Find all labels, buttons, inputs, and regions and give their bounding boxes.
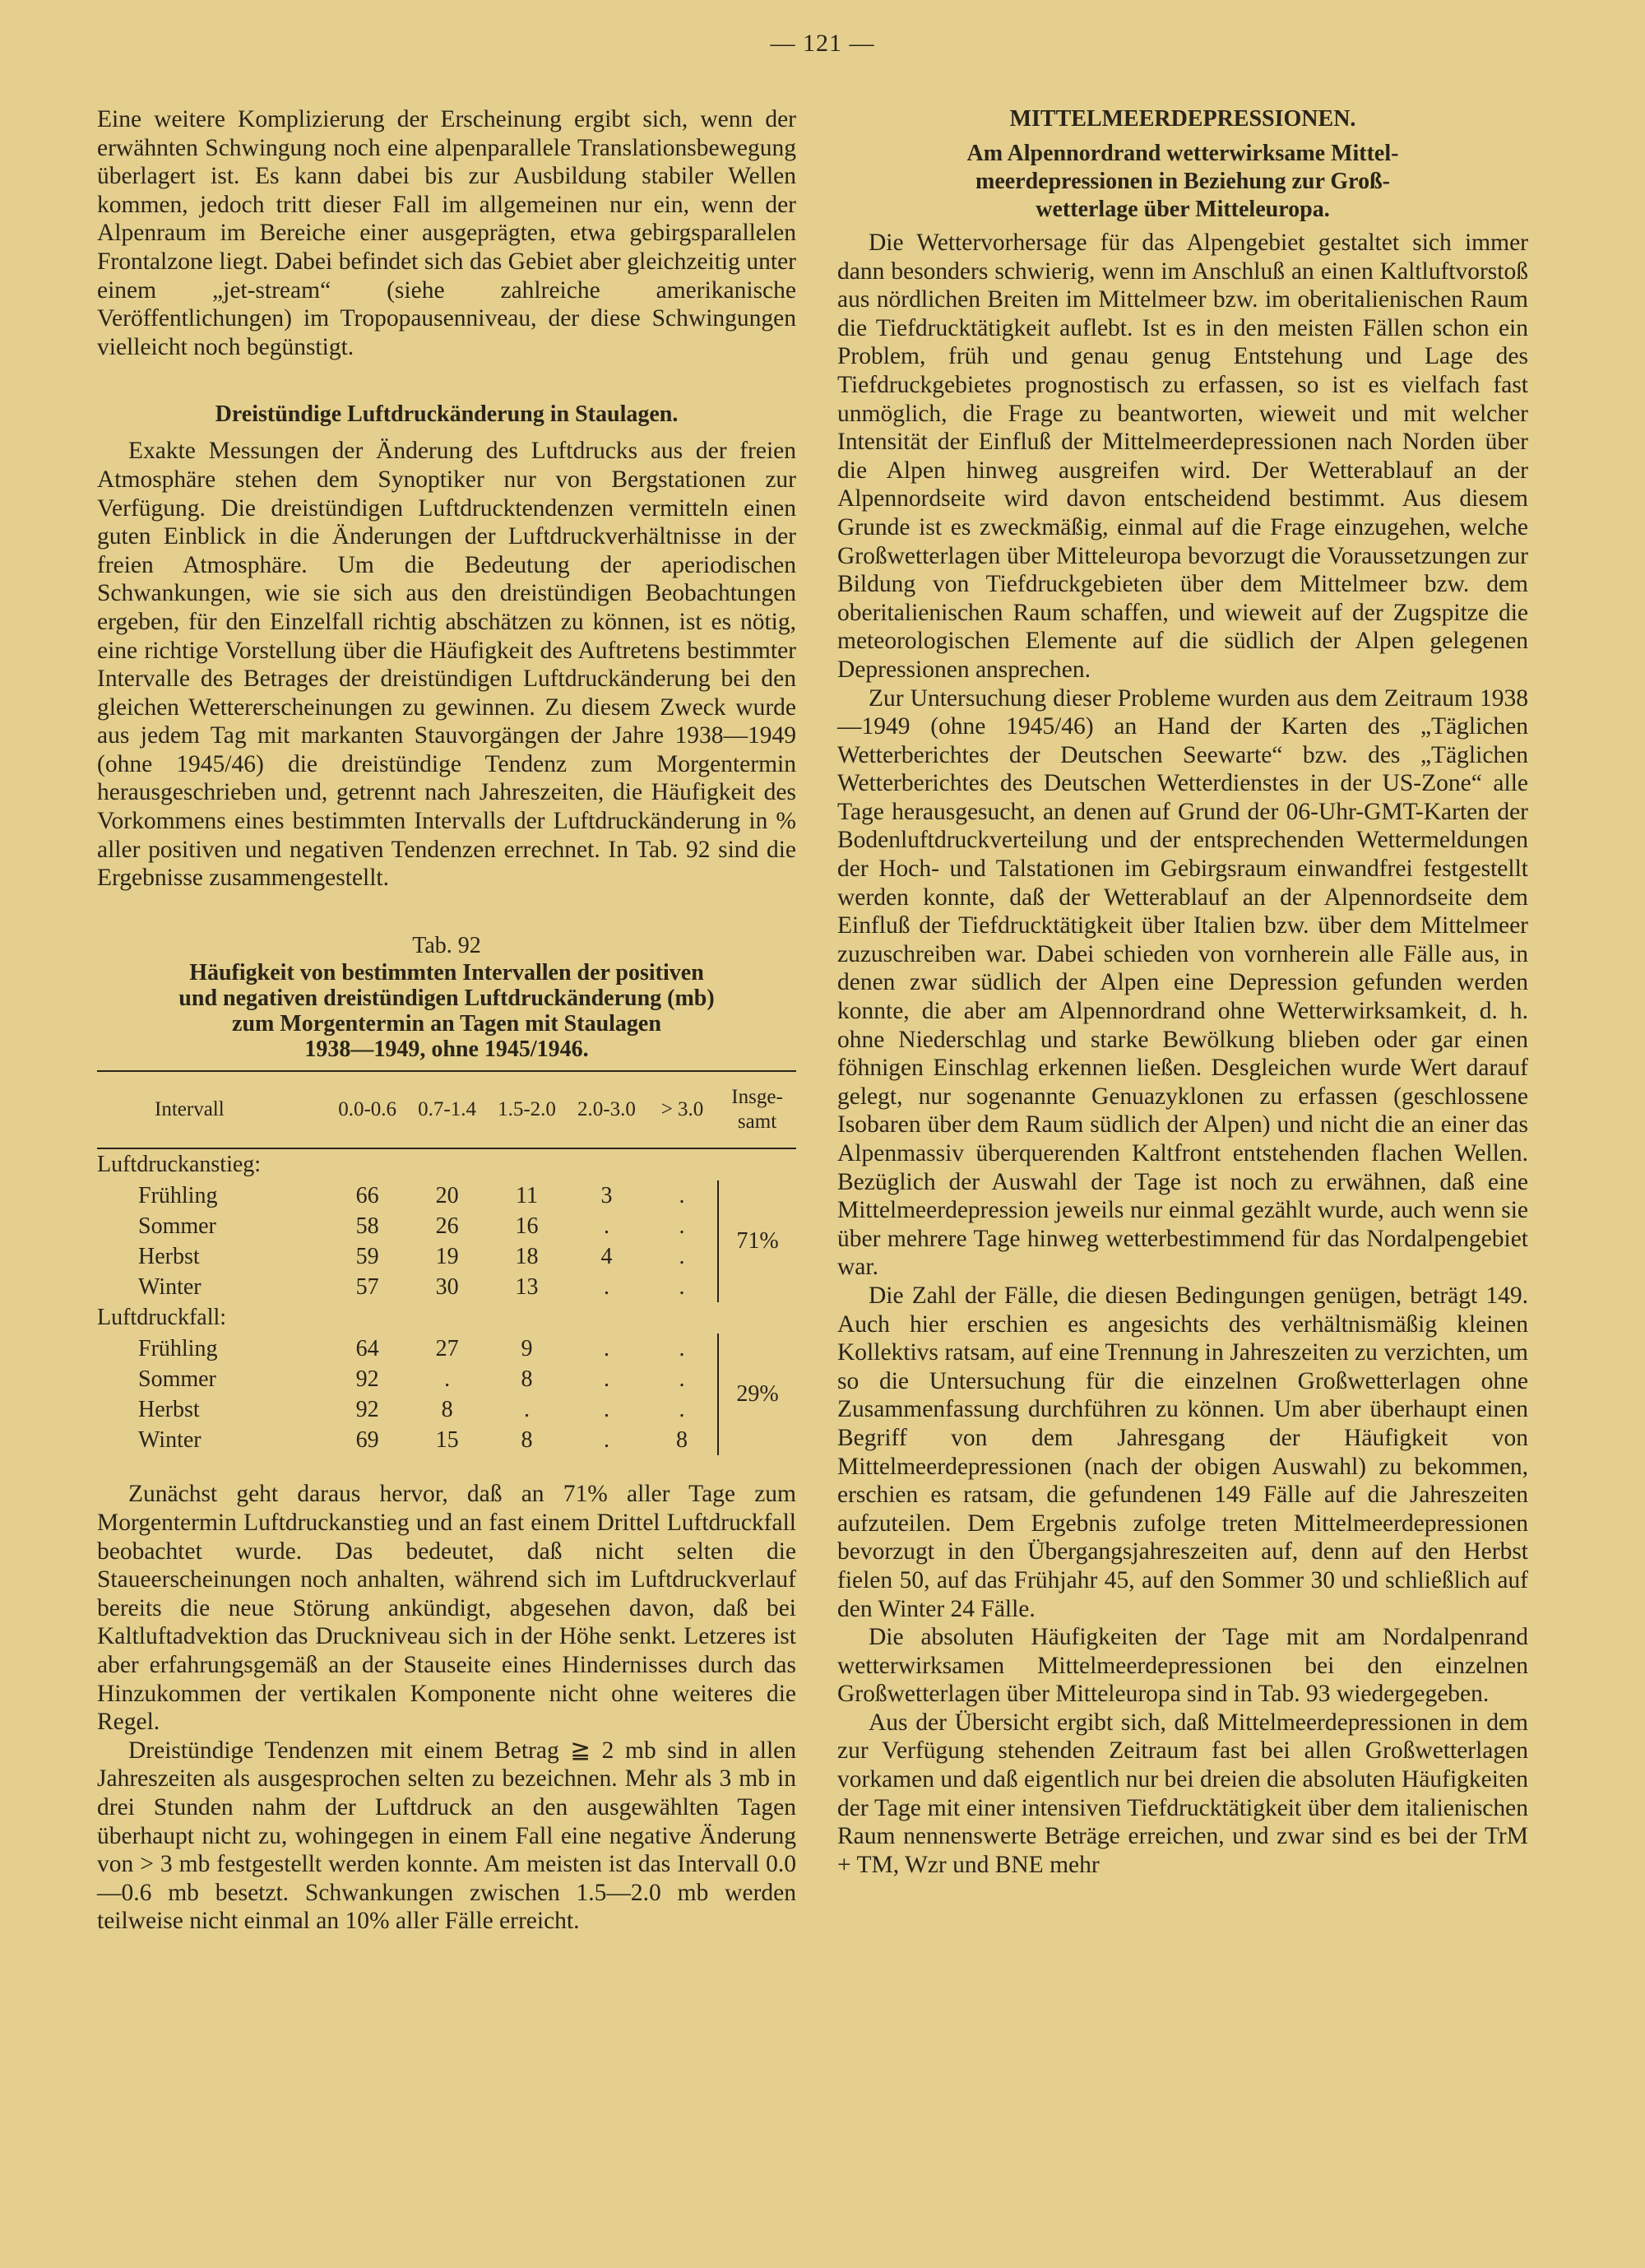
table-cell: 20 [435,1182,459,1208]
table-cell: . [603,1213,609,1239]
right-paragraph-5: Aus der Übersicht ergibt sich, daß Mittelmeerdepressionen in dem zur Verfügung stehenden Zeitraum fast bei allen Großwetterlagen vorkamen und daß eigentlich nur bei dreien die absoluten Häufigkeiten der Tage mit einer intensiven Tiefdrucktätigkeit über dem italienischen Raum nennenswerte Beträge erreichen, und zwar sind es bei der TrM + TM, Wzr und BNE mehr [837,1709,1528,1878]
table-cell: 16 [515,1213,539,1239]
season-label: Herbst [138,1243,200,1269]
section-subtitle-line: wetterlage über Mitteleuropa. [1036,197,1330,222]
header-total: samt [737,1111,777,1134]
table-cell: . [679,1335,685,1361]
table-cell: 8 [441,1396,453,1422]
table-cell: 9 [521,1335,533,1361]
header-col: 1.5-2.0 [498,1098,556,1121]
season-label: Frühling [138,1335,218,1361]
table-cell: . [603,1366,609,1392]
table-cell: 8 [521,1366,533,1392]
left-paragraph-2: Exakte Messungen der Änderung des Luftdrucks aus der freien Atmosphäre stehen dem Synoptiker nur von Bergstationen zur Verfügung. Die dreistündigen Luftdrucktendenzen vermitteln einen guten Einblick in die Änderungen der Luftdruckverhältnisse in der freien Atmosphäre. Um die Bedeutung der aperiodischen Schwankungen, wie sie sich aus den dreistündigen Beobachtungen ergeben, für den Einzelfall richtig abschätzen zu können, ist es nötig, eine richtige Vorstellung über die Häufigkeit des Auftretens bestimmter Intervalle des Betrages der dreistündigen Luftdruckänderung bei den gleichen Wettererscheinungen zu gewinnen. Zu diesem Zweck wurde aus jedem Tag mit markanten Stauvorgängen der Jahre 1938—1949 (ohne 1945/46) die dreistündige Tendenz zum Morgentermin herausgeschrieben und, getrennt nach Jahreszeiten, die Häufigkeit des Vorkommens eines bestimmten Intervalls der Luftdruckänderung in % aller positiven und negativen Tendenzen errechnet. In Tab. 92 sind die Ergebnisse zusammengestellt. [97,438,796,892]
table-cell: 57 [355,1273,379,1300]
right-paragraph-4: Die absoluten Häufigkeiten der Tage mit am Nordalpenrand wetterwirksamen Mittelmeerdepressionen bei den einzelnen Großwetterlagen über Mitteleuropa sind in Tab. 93 wiedergegeben. [837,1624,1528,1708]
table-cell: 11 [516,1182,538,1208]
table-cell: . [603,1396,609,1422]
group-label-fall: Luftdruckfall: [97,1305,227,1331]
table-cell: 58 [355,1213,379,1239]
season-label: Herbst [138,1396,200,1422]
table-cell: 92 [355,1396,379,1422]
table-title-line: und negativen dreistündigen Luftdruckänderung (mb) [178,986,715,1012]
section-subtitle-line: meerdepressionen in Beziehung zur Groß- [975,169,1390,194]
season-label: Sommer [138,1213,216,1239]
table-cell: . [679,1182,685,1208]
group-total-rise: 71% [718,1180,796,1302]
table-cell: 27 [435,1335,459,1361]
season-label: Winter [138,1426,202,1453]
section-heading-pressure: Dreistündige Luftdruckänderung in Staulagen. [215,401,679,428]
right-paragraph-2: Zur Untersuchung dieser Probleme wurden aus dem Zeitraum 1938—1949 (ohne 1945/46) an Hand der Karten des „Täglichen Wetterberichtes der Deutschen Seewarte“ bzw. des „Täglichen Wetterberichtes des Deutschen Wetterdienstes in der US-Zone“ alle Tage herausgesucht, an denen auf Grund der 06-Uhr-GMT-Karten der Bodenluftdruckverteilung und der entsprechenden Wettermeldungen der Hoch- und Talstationen im Gebirgsraum einwandfrei festgestellt werden konnte, daß der Wetterablauf an der Alpennordseite dem Einfluß der Tiefdrucktätigkeit über Italien bzw. über dem Mittelmeer zuzuschreiben war. Dabei schieden von vornherein alle Fälle aus, in denen zwar südlich der Alpen eine Depression gefunden werden konnte, die aber am Alpennordrand ohne Wetterwirksamkeit, d. h. ohne Niederschlag und starke Bewölkung blieben oder gar einen föhnigen Einschlag erkennen ließen. Desgleichen wurde Wert darauf gelegt, nur sogenannte Genuazyklonen zu erfassen (geschlossene Isobaren über dem Raum südlich der Alpen) und nicht die an einer das Alpenmassiv überquerenden Kaltfront entstehenden flachen Wellen. Bezüglich der Auswahl der Tage ist noch zu erwähnen, daß eine Mittelmeerdepression jeweils nur einmal gezählt wurde, auch wenn sie über mehrere Tage hinweg wetterbestimmend für das Nordalpengebiet war. [837,684,1528,1281]
table-cell: 69 [355,1426,379,1453]
section-title: MITTELMEERDEPRESSIONEN. [1009,106,1356,132]
season-label: Frühling [138,1182,218,1208]
table-cell: 15 [435,1426,459,1453]
header-interval: Intervall [155,1098,225,1121]
table-title-line: zum Morgentermin an Tagen mit Staulagen [232,1011,661,1037]
table-cell: . [679,1396,685,1422]
data-table [97,1072,796,1455]
page-number: — 121 — [770,30,875,57]
table-cell: 64 [355,1335,379,1361]
table-cell: . [603,1335,609,1361]
table-cell: . [603,1273,609,1300]
left-column [97,105,796,1936]
table-cell: . [679,1213,685,1239]
table-cell: 8 [521,1426,533,1453]
table-cell: 13 [515,1273,539,1300]
left-paragraph-1: Eine weitere Komplizierung der Erscheinung ergibt sich, wenn der erwähnten Schwingung noch eine alpenparallele Translationsbewegung überlagert ist. Es kann dabei bis zur Ausbildung stabiler Wellen kommen, jedoch tritt dieser Fall im allgemeinen nur ein, wenn der Alpenraum im Bereiche einer ausgeprägten, etwa gebirgsparallelen Frontalzone liegt. Dabei befindet sich das Gebiet aber gleichzeitig unter einem „jet-stream“ (siehe zahlreiche amerikanische Veröffentlichungen) im Tropopausenniveau, der diese Schwingungen vielleicht noch begünstigt. [97,106,796,360]
left-paragraph-4: Dreistündige Tendenzen mit einem Betrag ≧ 2 mb sind in allen Jahreszeiten als ausgesprochen selten zu bezeichnen. Mehr als 3 mb in drei Stunden nahm der Luftdruck an den ausgewählten Tagen überhaupt nicht zu, wohingegen in einem Fall eine negative Änderung von > 3 mb festgestellt werden konnte. Am meisten ist das Intervall 0.0—0.6 mb besetzt. Schwankungen zwischen 1.5—2.0 mb werden teilweise nicht einmal an 10% aller Fälle erreicht. [97,1737,796,1935]
table-cell: 8 [676,1426,688,1453]
group-label-rise: Luftdruckanstieg: [97,1152,262,1178]
group-total-fall: 29% [718,1333,796,1455]
table-cell: 4 [600,1243,613,1269]
table-cell: 30 [435,1273,459,1300]
table-cell: 18 [515,1243,539,1269]
right-paragraph-1: Die Wettervorhersage für das Alpengebiet gestaltet sich immer dann besonders schwierig, wenn im Anschluß an einen Kaltluftvorstoß aus nördlichen Breiten im Mittelmeer bzw. im oberitalienischen Raum die Tiefdrucktätigkeit auflebt. Ist es in den meisten Fällen schon ein Problem, früh und genau genug Entstehung und Lage des Tiefdruckgebietes prognostisch zu erfassen, so ist es vielfach fast unmöglich, die Frage zu beantworten, wieweit und mit welcher Intensität der Einfluß der Mittelmeerdepressionen nach Norden über die Alpen hinweg ausgreifen wird. Der Wetterablauf an der Alpennordseite wird davon entscheidend bestimmt. Aus diesem Grunde ist es zweckmäßig, einmal auf die Frage einzugehen, welche Großwetterlagen über Mitteleuropa bevorzugt die Voraussetzungen zur Bildung von Tiefdruckgebieten über dem Mittelmeer bzw. dem oberitalienischen Raum schaffen, und wieweit auf der Zugspitze die meteorologischen Elemente auf die südlich der Alpen gelegenen Depressionen ansprechen. [837,230,1528,683]
right-paragraph-3: Die Zahl der Fälle, die diesen Bedingungen genügen, beträgt 149. Auch hier erschien es angesichts des verhältnismäßig kleinen Kollektivs ratsam, auf eine Trennung in Jahreszeiten zu verzichten, um so die Untersuchung für die einzelnen Großwetterlagen ohne Zusammenfassung durchführen zu können. Um aber überhaupt einen Begriff von dem Jahresgang der Häufigkeit von Mittelmeerdepressionen (nach der obigen Auswahl) zu bekommen, erschien es ratsam, die gefundenen 149 Fälle auf die Jahreszeiten aufzuteilen. Dem Ergebnis zufolge treten Mittelmeerdepressionen bevorzugt in den Übergangsjahreszeiten auf, denn auf den Herbst fielen 50, auf das Frühjahr 45, auf den Sommer 30 und schließlich auf den Winter 24 Fälle. [837,1282,1528,1622]
table-92 [97,932,796,1456]
table-cell: 26 [435,1213,459,1239]
section-subtitle-line: Am Alpennordrand wetterwirksame Mittel- [966,141,1399,166]
season-label: Sommer [138,1366,216,1392]
table-cell: 92 [355,1366,379,1392]
table-number: Tab. 92 [412,932,481,958]
header-col: 0.0-0.6 [338,1098,397,1121]
table-cell: . [524,1396,531,1422]
table-cell: 66 [355,1182,379,1208]
header-col: > 3.0 [660,1098,704,1121]
table-title-line: Häufigkeit von bestimmten Intervallen der positiven [189,960,704,986]
right-column [837,105,1528,1879]
header-col: 2.0-3.0 [577,1098,636,1121]
table-cell: . [444,1366,451,1392]
table-cell: . [679,1366,685,1392]
table-cell: . [679,1243,685,1269]
table-title-line: 1938—1949, ohne 1945/1946. [304,1037,589,1063]
table-cell: 19 [435,1243,459,1269]
season-label: Winter [138,1273,202,1300]
header-total: Insge- [731,1086,783,1109]
table-cell: . [603,1426,609,1453]
table-cell: . [679,1273,685,1300]
table-cell: 59 [355,1243,379,1269]
left-paragraph-3: Zunächst geht daraus hervor, daß an 71% aller Tage zum Morgentermin Luftdruckanstieg und an fast einem Drittel Luftdruckfall beobachtet wurde. Das bedeutet, daß nicht selten die Staueerscheinungen noch anhalten, während sich im Luftdruckverlauf bereits die neue Störung ankündigt, abgesehen davon, daß bei Kaltluftadvektion das Druckniveau sich in der Höhe senkt. Letzeres ist aber erfahrungsgemäß an der Stauseite eines Hindernisses durch das Hinzukommen der vertikalen Komponente nicht ohne weiteres die Regel. [97,1481,796,1736]
table-cell: 3 [600,1182,613,1208]
header-col: 0.7-1.4 [418,1098,476,1121]
